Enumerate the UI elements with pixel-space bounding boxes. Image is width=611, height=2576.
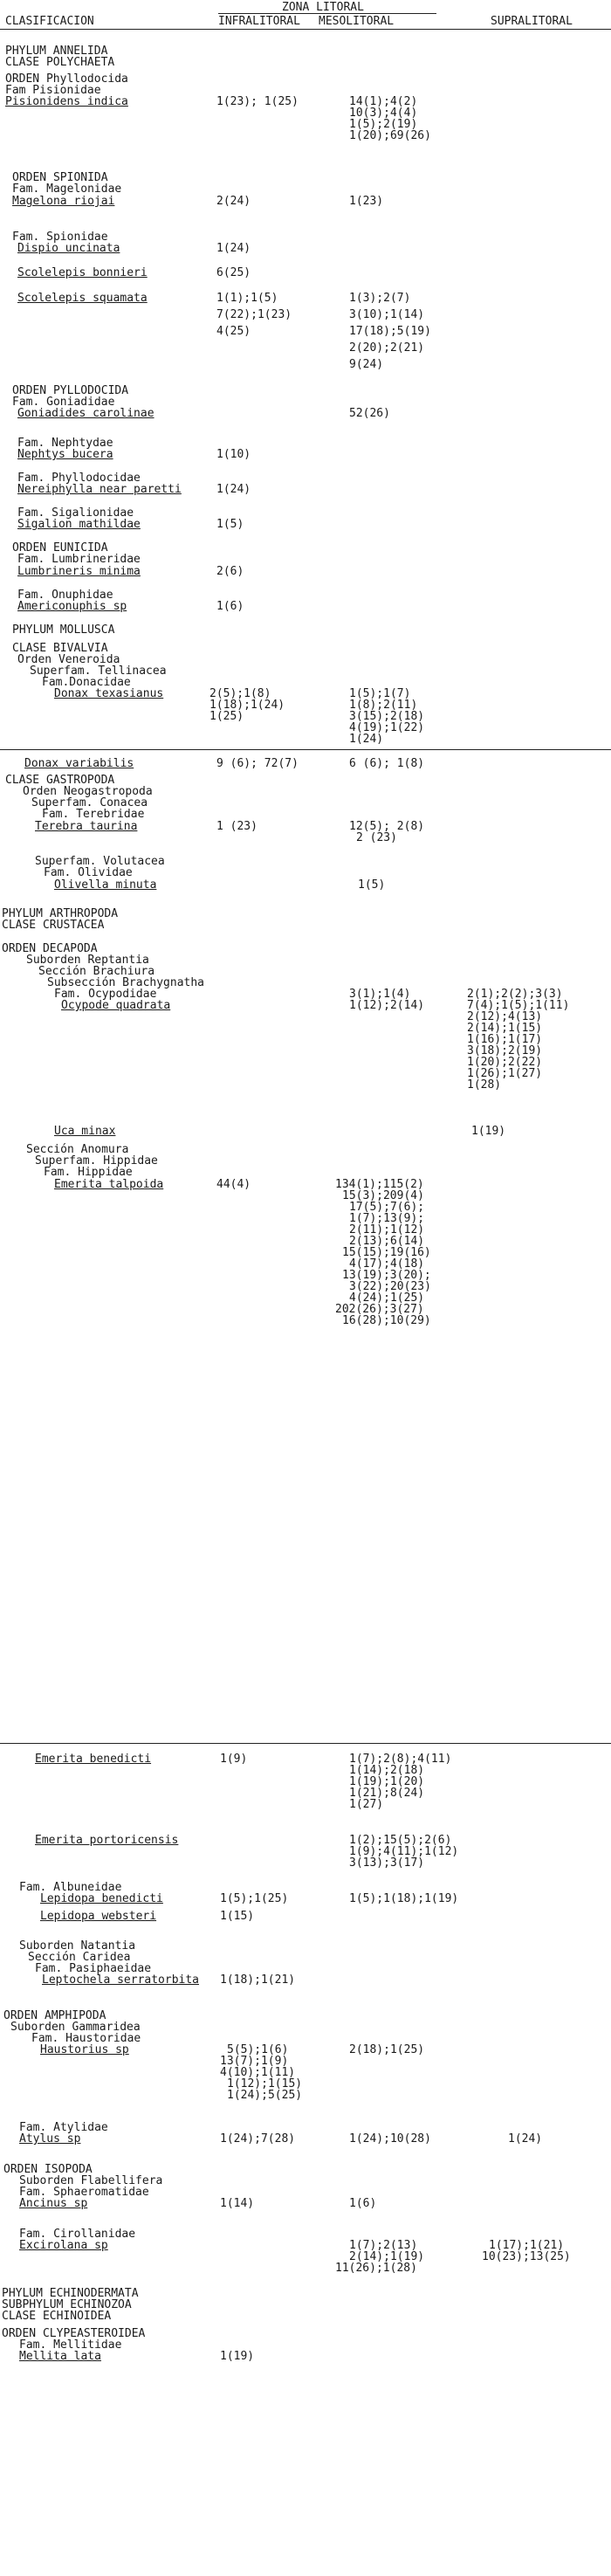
section-divider bbox=[0, 749, 611, 750]
donax-variabilis-mesolitoral: 6 (6); 1(8) bbox=[349, 757, 425, 770]
species-magelona-riojai: Magelona riojai bbox=[12, 195, 115, 208]
mesolitoral-heading: MESOLITORAL bbox=[319, 15, 395, 28]
emerita-benedicti-infralitoral: 1(9) bbox=[220, 1753, 248, 1766]
terebra-mesolitoral: 2 (23) bbox=[356, 831, 397, 844]
orden-isopoda: ORDEN ISOPODA bbox=[3, 2163, 93, 2176]
fam-nephtydae: Fam. Nephtydae bbox=[17, 437, 113, 450]
phylum-annelida: PHYLUM ANNELIDA bbox=[5, 45, 108, 58]
orden-spionida: ORDEN SPIONIDA bbox=[12, 171, 108, 184]
haustorius-infralitoral: 4(10);1(11) bbox=[220, 2066, 296, 2079]
emerita-talpoida-mesolitoral: 17(5);7(6); bbox=[349, 1201, 425, 1214]
suborden-gammaridea: Suborden Gammaridea bbox=[10, 2021, 141, 2034]
emerita-talpoida-mesolitoral: 202(26);3(27) bbox=[335, 1303, 424, 1316]
fam-lumbrineridae: Fam. Lumbrineridae bbox=[17, 553, 141, 566]
scolelepis-squamata-mesolitoral: 1(3);2(7) bbox=[349, 292, 411, 305]
emerita-talpoida-mesolitoral: 4(24);1(25) bbox=[349, 1291, 425, 1305]
pisionidens-infralitoral: 1(23); 1(25) bbox=[216, 95, 299, 108]
orden-pyllodocida: ORDEN PYLLODOCIDA bbox=[12, 384, 129, 397]
species-excirolana-sp: Excirolana sp bbox=[19, 2239, 108, 2252]
emerita-benedicti-mesolitoral: 1(19);1(20) bbox=[349, 1775, 425, 1788]
excirolana-supralitoral: 1(17);1(21) bbox=[489, 2239, 565, 2252]
seccion-anomura: Sección Anomura bbox=[26, 1143, 129, 1156]
atylus-infralitoral: 1(24);7(28) bbox=[220, 2132, 296, 2146]
supralitoral-heading: SUPRALITORAL bbox=[491, 15, 573, 28]
emerita-talpoida-infralitoral: 44(4) bbox=[216, 1178, 251, 1191]
fam-donacidae: Fam.Donacidae bbox=[42, 676, 131, 689]
superfam-tellinacea: Superfam. Tellinacea bbox=[30, 665, 167, 678]
fam-cirollanidae: Fam. Cirollanidae bbox=[19, 2228, 136, 2241]
phylum-arthropoda: PHYLUM ARTHROPODA bbox=[2, 907, 119, 920]
ocypode-supralitoral: 7(4);1(5);1(11) bbox=[467, 999, 570, 1012]
species-pisionidens-indica: Pisionidens indica bbox=[5, 95, 128, 108]
orden-clypeasteroidea: ORDEN CLYPEASTEROIDEA bbox=[2, 2327, 146, 2340]
zona-litoral-heading: ZONA LITORAL bbox=[282, 1, 364, 14]
ocypode-supralitoral: 1(28) bbox=[467, 1078, 502, 1092]
species-uca-minax: Uca minax bbox=[54, 1125, 116, 1138]
americonuphis-infralitoral: 1(6) bbox=[216, 600, 244, 613]
pisionidens-mesolitoral: 1(20);69(26) bbox=[349, 129, 431, 142]
seccion-brachiura: Sección Brachiura bbox=[38, 965, 155, 978]
subphylum-echinozoa: SUBPHYLUM ECHINOZOA bbox=[2, 2298, 132, 2311]
donax-texasianus-mesolitoral: 1(5);1(7) bbox=[349, 687, 411, 700]
fam-atylidae: Fam. Atylidae bbox=[19, 2121, 108, 2134]
ocypode-mesolitoral: 3(1);1(4) bbox=[349, 988, 411, 1001]
ocypode-supralitoral: 2(1);2(2);3(3) bbox=[467, 988, 563, 1001]
scolelepis-squamata-infralitoral: 1(1);1(5) bbox=[216, 292, 278, 305]
magelona-infralitoral: 2(24) bbox=[216, 195, 251, 208]
fam-spionidae: Fam. Spionidae bbox=[12, 231, 108, 244]
phylum-echinodermata: PHYLUM ECHINODERMATA bbox=[2, 2287, 139, 2300]
clase-echinoidea: CLASE ECHINOIDEA bbox=[2, 2310, 112, 2323]
species-dispio-uncinata: Dispio uncinata bbox=[17, 242, 120, 255]
species-haustorius-sp: Haustorius sp bbox=[40, 2043, 129, 2056]
emerita-talpoida-mesolitoral: 4(17);4(18) bbox=[349, 1257, 425, 1271]
excirolana-supralitoral: 10(23);13(25) bbox=[482, 2250, 571, 2263]
superfam-conacea: Superfam. Conacea bbox=[31, 796, 148, 809]
orden-veneroida: Orden Veneroida bbox=[17, 653, 120, 666]
species-scolelepis-squamata: Scolelepis squamata bbox=[17, 292, 148, 305]
lepidopa-benedicti-mesolitoral: 1(5);1(18);1(19) bbox=[349, 1892, 459, 1905]
fam-terebridae: Fam. Terebridae bbox=[42, 808, 145, 821]
scolelepis-squamata-mesolitoral: 17(18);5(19) bbox=[349, 325, 431, 338]
goniadides-mesolitoral: 52(26) bbox=[349, 407, 390, 420]
scolelepis-squamata-mesolitoral: 2(20);2(21) bbox=[349, 341, 425, 355]
species-olivella-minuta: Olivella minuta bbox=[54, 878, 157, 892]
haustorius-infralitoral: 1(24);5(25) bbox=[227, 2089, 303, 2102]
fam-sigalionidae: Fam. Sigalionidae bbox=[17, 506, 134, 520]
ocypode-supralitoral: 2(14);1(15) bbox=[467, 1022, 543, 1035]
fam-magelonidae: Fam. Magelonidae bbox=[12, 183, 122, 196]
orden-phyllodocida: ORDEN Phyllodocida bbox=[5, 72, 128, 86]
species-sigalion-mathildae: Sigalion mathildae bbox=[17, 518, 141, 531]
dispio-infralitoral: 1(24) bbox=[216, 242, 251, 255]
atylus-mesolitoral: 1(24);10(28) bbox=[349, 2132, 431, 2146]
species-americonuphis-sp: Americonuphis sp bbox=[17, 600, 127, 613]
clasificacion-heading: CLASIFICACION bbox=[5, 15, 94, 28]
fam-pasiphaeidae: Fam. Pasiphaeidae bbox=[35, 1962, 152, 1975]
donax-texasianus-infralitoral: 1(25) bbox=[209, 710, 244, 723]
species-ocypode-quadrata: Ocypode quadrata bbox=[61, 999, 171, 1012]
donax-texasianus-mesolitoral: 1(8);2(11) bbox=[349, 699, 418, 712]
haustorius-infralitoral: 13(7);1(9) bbox=[220, 2055, 289, 2068]
fam-olividae: Fam. Olividae bbox=[44, 866, 133, 879]
donax-texasianus-mesolitoral: 3(15);2(18) bbox=[349, 710, 425, 723]
donax-texasianus-mesolitoral: 1(24) bbox=[349, 733, 384, 746]
haustorius-infralitoral: 1(12);1(15) bbox=[227, 2077, 303, 2090]
ocypode-mesolitoral: 1(12);2(14) bbox=[349, 999, 425, 1012]
clase-crustacea: CLASE CRUSTACEA bbox=[2, 919, 105, 932]
magelona-mesolitoral: 1(23) bbox=[349, 195, 384, 208]
infralitoral-heading: INFRALITORAL bbox=[218, 15, 300, 28]
atylus-supralitoral: 1(24) bbox=[508, 2132, 543, 2146]
suborden-flabellifera: Suborden Flabellifera bbox=[19, 2174, 163, 2187]
excirolana-mesolitoral: 11(26);1(28) bbox=[335, 2262, 417, 2275]
terebra-mesolitoral: 12(5); 2(8) bbox=[349, 820, 425, 833]
sigalion-infralitoral: 1(5) bbox=[216, 518, 244, 531]
nephtys-infralitoral: 1(10) bbox=[216, 448, 251, 461]
emerita-portoricensis-mesolitoral: 3(13);3(17) bbox=[349, 1856, 425, 1870]
orden-eunicida: ORDEN EUNICIDA bbox=[12, 541, 108, 554]
ocypode-supralitoral: 3(18);2(19) bbox=[467, 1044, 543, 1057]
species-donax-variabilis: Donax variabilis bbox=[24, 757, 134, 770]
uca-supralitoral: 1(19) bbox=[471, 1125, 506, 1138]
section-divider bbox=[0, 1743, 611, 1744]
superfam-hippidae: Superfam. Hippidae bbox=[35, 1154, 158, 1167]
ocypode-supralitoral: 2(12);4(13) bbox=[467, 1010, 543, 1023]
orden-amphipoda: ORDEN AMPHIPODA bbox=[3, 2009, 106, 2022]
donax-texasianus-infralitoral: 1(18);1(24) bbox=[209, 699, 285, 712]
haustorius-infralitoral: 5(5);1(6) bbox=[227, 2043, 289, 2056]
species-lepidopa-websteri: Lepidopa websteri bbox=[40, 1910, 157, 1923]
emerita-benedicti-mesolitoral: 1(7);2(8);4(11) bbox=[349, 1753, 452, 1766]
suborden-natantia: Suborden Natantia bbox=[19, 1939, 136, 1953]
lepidopa-benedicti-infralitoral: 1(5);1(25) bbox=[220, 1892, 289, 1905]
olivella-mesolitoral: 1(5) bbox=[358, 878, 386, 892]
seccion-caridea: Sección Caridea bbox=[28, 1951, 131, 1964]
species-terebra-taurina: Terebra taurina bbox=[35, 820, 138, 833]
fam-pisionidae: Fam Pisionidae bbox=[5, 84, 101, 97]
orden-decapoda: ORDEN DECAPODA bbox=[2, 942, 98, 955]
emerita-benedicti-mesolitoral: 1(14);2(18) bbox=[349, 1764, 425, 1777]
ocypode-supralitoral: 1(20);2(22) bbox=[467, 1056, 543, 1069]
nereiphylla-infralitoral: 1(24) bbox=[216, 483, 251, 496]
species-nereiphylla-near-paretti: Nereiphylla near paretti bbox=[17, 483, 182, 496]
species-leptochela-serratorbita: Leptochela serratorbita bbox=[42, 1973, 200, 1987]
species-emerita-portoricensis: Emerita portoricensis bbox=[35, 1834, 179, 1847]
scolelepis-bonnieri-infralitoral: 6(25) bbox=[216, 266, 251, 279]
species-atylus-sp: Atylus sp bbox=[19, 2132, 81, 2146]
species-lepidopa-benedicti: Lepidopa benedicti bbox=[40, 1892, 163, 1905]
pisionidens-mesolitoral: 14(1);4(2) bbox=[349, 95, 418, 108]
ocypode-supralitoral: 1(26);1(27) bbox=[467, 1067, 543, 1080]
superfam-volutacea: Superfam. Volutacea bbox=[35, 855, 165, 868]
fam-goniadidae: Fam. Goniadidae bbox=[12, 396, 115, 409]
terebra-infralitoral: 1 (23) bbox=[216, 820, 257, 833]
header-rule bbox=[0, 29, 611, 30]
clase-polychaeta: CLASE POLYCHAETA bbox=[5, 56, 115, 69]
emerita-talpoida-mesolitoral: 13(19);3(20); bbox=[342, 1269, 431, 1282]
lepidopa-websteri-infralitoral: 1(15) bbox=[220, 1910, 255, 1923]
ocypode-supralitoral: 1(16);1(17) bbox=[467, 1033, 543, 1046]
species-emerita-benedicti: Emerita benedicti bbox=[35, 1753, 152, 1766]
emerita-talpoida-mesolitoral: 134(1);115(2) bbox=[335, 1178, 424, 1191]
excirolana-mesolitoral: 1(7);2(13) bbox=[349, 2239, 418, 2252]
scolelepis-squamata-infralitoral: 4(25) bbox=[216, 325, 251, 338]
fam-mellitidae: Fam. Mellitidae bbox=[19, 2338, 122, 2352]
species-donax-texasianus: Donax texasianus bbox=[54, 687, 164, 700]
clase-bivalvia: CLASE BIVALVIA bbox=[12, 642, 108, 655]
donax-variabilis-infralitoral: 9 (6); 72(7) bbox=[216, 757, 299, 770]
ancinus-mesolitoral: 1(6) bbox=[349, 2197, 377, 2210]
pisionidens-mesolitoral: 1(5);2(19) bbox=[349, 118, 418, 131]
emerita-talpoida-mesolitoral: 15(15);19(16) bbox=[342, 1246, 431, 1259]
emerita-benedicti-mesolitoral: 1(21);8(24) bbox=[349, 1787, 425, 1800]
fam-sphaeromatidae: Fam. Sphaeromatidae bbox=[19, 2186, 149, 2199]
fam-phyllodocidae: Fam. Phyllodocidae bbox=[17, 472, 141, 485]
species-mellita-lata: Mellita lata bbox=[19, 2350, 101, 2363]
species-scolelepis-bonnieri: Scolelepis bonnieri bbox=[17, 266, 148, 279]
ancinus-infralitoral: 1(14) bbox=[220, 2197, 255, 2210]
subseccion-brachygnatha: Subsección Brachygnatha bbox=[47, 976, 205, 989]
emerita-benedicti-mesolitoral: 1(27) bbox=[349, 1798, 384, 1811]
fam-ocypodidae: Fam. Ocypodidae bbox=[54, 988, 157, 1001]
scolelepis-squamata-mesolitoral: 3(10);1(14) bbox=[349, 308, 425, 321]
emerita-portoricensis-mesolitoral: 1(9);4(11);1(12) bbox=[349, 1845, 459, 1858]
fam-hippidae: Fam. Hippidae bbox=[44, 1166, 133, 1179]
excirolana-mesolitoral: 2(14);1(19) bbox=[349, 2250, 425, 2263]
species-emerita-talpoida: Emerita talpoida bbox=[54, 1178, 164, 1191]
suborden-reptantia: Suborden Reptantia bbox=[26, 954, 149, 967]
clase-gastropoda: CLASE GASTROPODA bbox=[5, 774, 115, 787]
haustorius-mesolitoral: 2(18);1(25) bbox=[349, 2043, 425, 2056]
species-nephtys-bucera: Nephtys bucera bbox=[17, 448, 113, 461]
species-lumbrineris-minima: Lumbrineris minima bbox=[17, 565, 141, 578]
scolelepis-squamata-infralitoral: 7(22);1(23) bbox=[216, 308, 292, 321]
orden-neogastropoda: Orden Neogastropoda bbox=[23, 785, 153, 798]
emerita-portoricensis-mesolitoral: 1(2);15(5);2(6) bbox=[349, 1834, 452, 1847]
phylum-mollusca: PHYLUM MOLLUSCA bbox=[12, 623, 115, 637]
emerita-talpoida-mesolitoral: 2(13);6(14) bbox=[349, 1235, 425, 1248]
fam-onuphidae: Fam. Onuphidae bbox=[17, 589, 113, 602]
fam-haustoridae: Fam. Haustoridae bbox=[31, 2032, 141, 2045]
emerita-talpoida-mesolitoral: 16(28);10(29) bbox=[342, 1314, 431, 1327]
donax-texasianus-mesolitoral: 4(19);1(22) bbox=[349, 721, 425, 734]
emerita-talpoida-mesolitoral: 1(7);13(9); bbox=[349, 1212, 425, 1225]
emerita-talpoida-mesolitoral: 15(3);209(4) bbox=[342, 1189, 424, 1202]
emerita-talpoida-mesolitoral: 2(11);1(12) bbox=[349, 1223, 425, 1236]
scolelepis-squamata-mesolitoral: 9(24) bbox=[349, 358, 384, 371]
species-goniadides-carolinae: Goniadides carolinae bbox=[17, 407, 154, 420]
lumbrineris-infralitoral: 2(6) bbox=[216, 565, 244, 578]
pisionidens-mesolitoral: 10(3);4(4) bbox=[349, 107, 418, 120]
species-ancinus-sp: Ancinus sp bbox=[19, 2197, 88, 2210]
leptochela-infralitoral: 1(18);1(21) bbox=[220, 1973, 296, 1987]
mellita-infralitoral: 1(19) bbox=[220, 2350, 255, 2363]
emerita-talpoida-mesolitoral: 3(22);20(23) bbox=[349, 1280, 431, 1293]
fam-albuneidae: Fam. Albuneidae bbox=[19, 1881, 122, 1894]
donax-texasianus-infralitoral: 2(5);1(8) bbox=[209, 687, 271, 700]
zona-litoral-rule bbox=[218, 13, 436, 14]
